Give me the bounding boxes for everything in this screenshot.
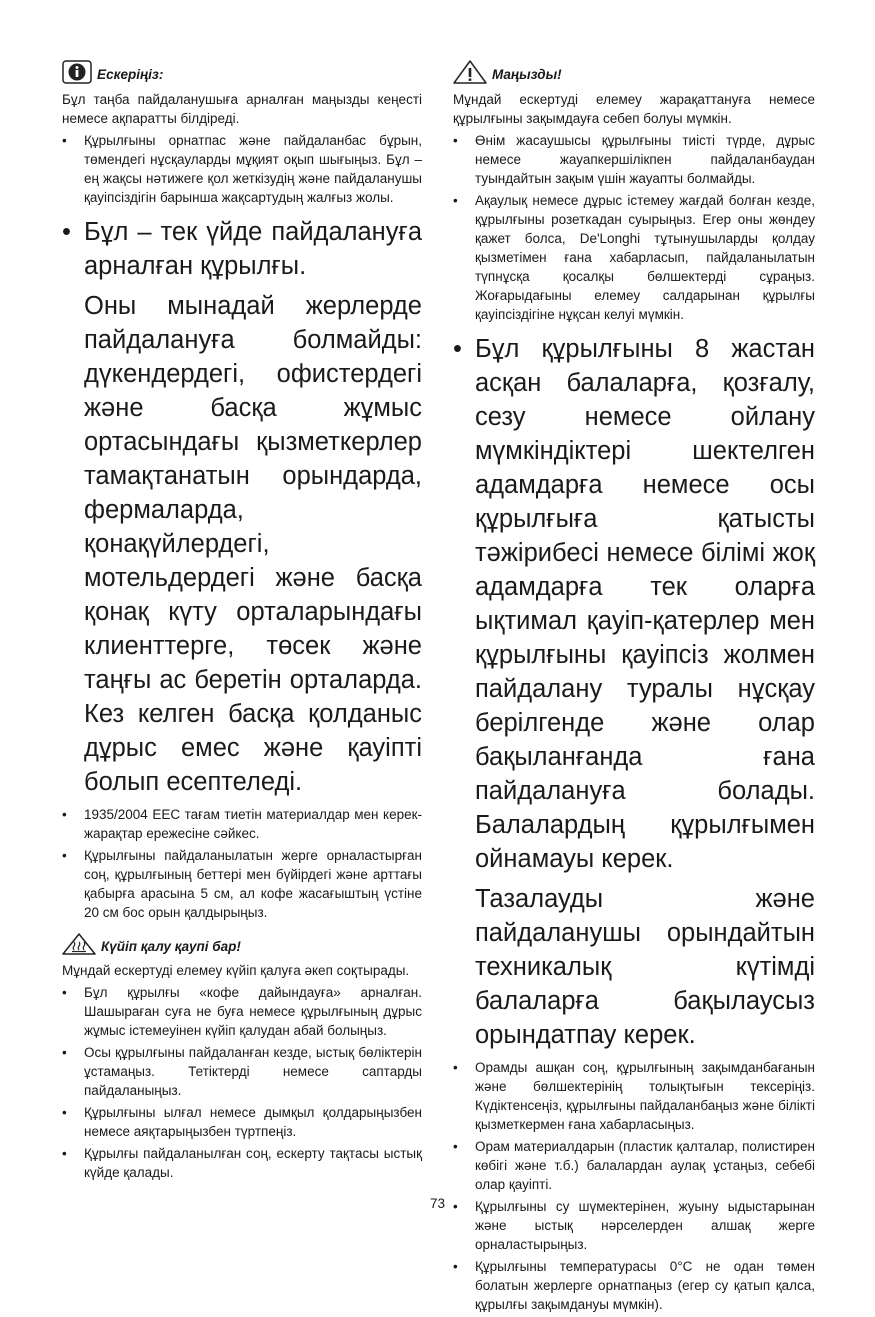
burn-intro: Мұндай ескертуді елемеу күйіп қалуға әкеп соқтырады. xyxy=(62,963,410,978)
burn-list xyxy=(62,983,422,1182)
list-item: • Бұл құрылғы «кофе дайындауға» арналған. Шашыраған суға не буға немесе құрылғының дұрыс жұмыс істемеуінен күйіп қалудан абай болыңыз. xyxy=(62,983,422,1040)
left-column xyxy=(62,60,422,1185)
list-item: • Құрылғыны ылғал немесе дымқыл қолдарыңызбен немесе аяқтарыңызбен түртпеңіз. xyxy=(62,1103,422,1141)
list-item: • Орам материалдарын (пластик қалталар, полистирен көбігі және т.б.) балалардан аулақ ұстаңыз, себебі олар қауіпті. xyxy=(453,1137,815,1194)
note-intro: Бұл таңба пайдаланушыға арналған маңызды кеңесті немесе ақпаратты білдіреді. xyxy=(62,92,422,126)
warning-triangle-icon xyxy=(453,60,487,89)
list-item: • 1935/2004 EEC тағам тиетін материалдар мен керек-жарақтар ережесіне сәйкес. xyxy=(62,805,422,843)
list-item: • Құрылғыны орнатпас және пайдаланбас бұрын, төмендегі нұсқауларды мұқият оқып шығыңыз. Бұл – ең жақсы нәтижеге қол жеткізудің және пайдаланушы қауіпсіздігін барынша жақсартудың жалғыз жолы. xyxy=(62,131,422,207)
home-use-para-2: Оны мынадай жерлерде пайдалануға болмайды: дүкендердегі, офистердегі және басқа жұмыс ортасындағы қызметкерлер тамақтанатын орындарда, фермаларда, қонақүйлердегі, мотельдердегі және басқа қонақ күту орталарындағы клиенттерге, төсек және таңғы ас беретін орталарда. Кез келген басқа қолданыс дұрыс емес және қауіпті болып есептеледі. xyxy=(84,292,422,796)
important-heading xyxy=(453,60,815,89)
list-item: • Құрылғыны температурасы 0°C не одан төмен болатын жерлерге орнатпаңыз (егер су қатып қалса, құрылғы зақымдануы мүмкін). xyxy=(453,1257,815,1314)
home-use-para-1: • Бұл – тек үйде пайдалануға арналған құрылғы. xyxy=(84,218,422,280)
children-use-item xyxy=(453,332,815,1052)
list-item: • Құрылғыны су шүмектерінен, жуыну ыдыстарынан және ыстық нәрселерден алшақ жерге орналастырыңыз. xyxy=(453,1197,815,1254)
note-title: Ескеріңіз: xyxy=(97,67,164,82)
burn-heading xyxy=(62,933,422,960)
list-item: • Өнім жасаушысы құрылғыны тиісті түрде, дұрыс немесе жауапкершілікпен пайдаланбаудан туындайтын зақым үшін жауапты болмайды. xyxy=(453,131,815,188)
note-list xyxy=(62,131,422,922)
hot-surface-warning-icon xyxy=(62,933,96,960)
note-heading xyxy=(62,60,422,89)
children-use-para-1: • Бұл құрылғыны 8 жастан асқан балаларға, қозғалу, сезу немесе ойлану мүмкіндіктері шектелген адамдарға немесе осы құрылғыға қатысты тәжірибесі немесе білімі жоқ адамдарға тек оларға ықтимал қауіп-қатерлер мен құрылғыны қауіпсіз жолмен пайдалану туралы нұсқау берілгенде және олар бақыланғанда ғана пайдалануға болады. Балалардың құрылғымен ойнамауы керек. xyxy=(475,335,815,873)
info-icon xyxy=(62,60,92,89)
right-column xyxy=(453,60,815,1317)
important-intro: Мұндай ескертуді елемеу жарақаттануға немесе құрылғыны зақымдауға себеп болуы мүмкін. xyxy=(453,92,815,126)
list-item: • Ақаулық немесе дұрыс істемеу жағдай болған кезде, құрылғыны розеткадан суырыңыз. Егер оны жөндеу қажет болса, De'Longhi тұтынушыларды қолдау қызметімен ғана хабарласып, пайдаланылатын түпнұсқа қосалқы бөлшектерді сұраңыз. Жоғарыдағыны елемеу салдарынан құрылғы қауіпсіздігіне нұқсан келуі мүмкін. xyxy=(453,191,815,324)
children-use-para-2: Тазалауды және пайдаланушы орындайтын техникалық күтімді балаларға бақылаусыз орындатпау керек. xyxy=(475,885,815,1049)
list-item: • Осы құрылғыны пайдаланған кезде, ыстық бөліктерін ұстамаңыз. Тетіктерді немесе саптарды пайдаланыңыз. xyxy=(62,1043,422,1100)
page-number: 73 xyxy=(429,1196,446,1211)
list-item: • Орамды ашқан соң, құрылғының зақымданбағанын және бөлшектерінің толықтығын тексеріңіз. Күдіктенсеңіз, құрылғыны пайдаланбаңыз және білікті қызметкермен ғана хабарласыңыз. xyxy=(453,1058,815,1134)
home-use-item xyxy=(62,215,422,799)
important-list xyxy=(453,131,815,1314)
burn-title: Күйіп қалу қаупі бар! xyxy=(101,939,241,954)
list-item: • Құрылғы пайдаланылған соң, ескерту тақтасы ыстық күйде қалады. xyxy=(62,1144,422,1182)
important-title: Маңызды! xyxy=(492,67,562,82)
list-item: • Құрылғыны пайдаланылатын жерге орналастырған соң, құрылғының беттері мен бүйірдегі және арттағы қабырға арасына 5 см, ал кофе жасағыштың үстіне 20 см бос орын қалдырыңыз. xyxy=(62,846,422,922)
